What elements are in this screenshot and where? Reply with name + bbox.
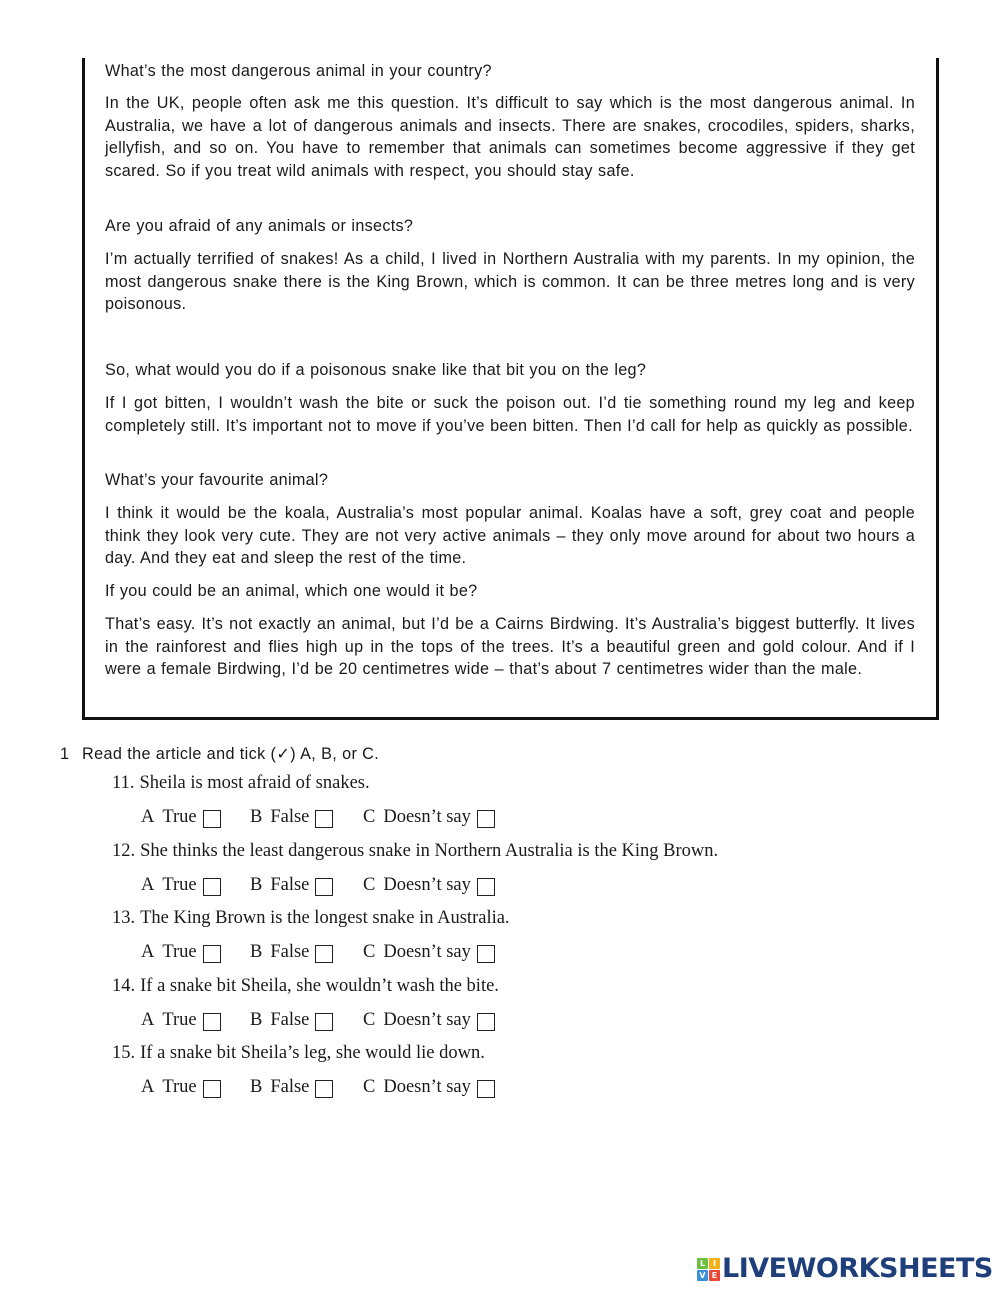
question-statement: If a snake bit Sheila, she wouldn’t wash the bite. <box>140 976 499 996</box>
option-label: True <box>162 1010 197 1030</box>
question-text: So, what would you do if a poisonous snake like that bit you on the leg? <box>105 361 647 379</box>
option-true[interactable] <box>141 1010 250 1031</box>
interview-question <box>105 580 915 603</box>
option-doesnt-say[interactable] <box>363 1010 495 1031</box>
question-number: 15. <box>112 1043 136 1063</box>
option-true[interactable] <box>141 807 250 828</box>
checkbox-false[interactable] <box>315 878 333 896</box>
logo-letter-v: V <box>697 1270 708 1281</box>
option-false[interactable] <box>250 1010 363 1031</box>
interview-answer <box>105 392 915 437</box>
question-number: 14. <box>112 976 136 996</box>
question-text: What’s the most dangerous animal in your country? <box>105 62 492 80</box>
checkbox-doesnt-say[interactable] <box>477 810 495 828</box>
answer-options <box>141 1010 495 1031</box>
option-label: True <box>162 1077 197 1097</box>
live-logo-icon <box>697 1258 720 1281</box>
option-letter: A <box>141 1010 155 1030</box>
interview-answer <box>105 248 915 316</box>
option-label: False <box>270 1077 310 1097</box>
answer-options <box>141 807 495 828</box>
question-statement: Sheila is most afraid of snakes. <box>139 773 370 793</box>
logo-letter-l: L <box>697 1258 708 1269</box>
option-letter: B <box>250 807 263 827</box>
interview-question <box>105 359 915 382</box>
checkbox-false[interactable] <box>315 945 333 963</box>
option-true[interactable] <box>141 942 250 963</box>
checkbox-false[interactable] <box>315 810 333 828</box>
answer-text: If I got bitten, I wouldn’t wash the bite or suck the poison out. I’d tie something round my leg and keep completely still. It’s important not to move if you’ve been bitten. Then I’d call for help as quickly as possible. <box>105 394 915 435</box>
question-item <box>112 976 499 997</box>
logo-letter-e: E <box>709 1270 720 1281</box>
logo-text: LIVEWORKSHEETS <box>722 1253 993 1284</box>
exercise-instruction <box>60 744 379 764</box>
option-label: True <box>162 807 197 827</box>
option-letter: A <box>141 875 155 895</box>
instruction-text: Read the article and tick (✓) A, B, or C. <box>82 745 380 763</box>
option-label: Doesn’t say <box>383 942 471 962</box>
option-letter: C <box>363 807 376 827</box>
question-number: 12. <box>112 841 136 861</box>
checkbox-true[interactable] <box>203 945 221 963</box>
exercise-number: 1 <box>60 745 70 763</box>
liveworksheets-logo <box>697 1255 993 1283</box>
answer-text: I think it would be the koala, Australia’s most popular animal. Koalas have a soft, grey coat and people think they look very cute. They are not very active animals – they only move around for about two hours a day. And they eat and sleep the rest of the time. <box>105 504 915 568</box>
option-label: Doesn’t say <box>383 875 471 895</box>
option-letter: A <box>141 1077 155 1097</box>
question-statement: The King Brown is the longest snake in Australia. <box>140 908 510 928</box>
question-item <box>112 773 370 794</box>
question-item <box>112 841 718 862</box>
interview-answer <box>105 92 915 183</box>
option-letter: B <box>250 875 263 895</box>
question-text: If you could be an animal, which one would it be? <box>105 582 478 600</box>
option-letter: B <box>250 1010 263 1030</box>
option-label: True <box>162 942 197 962</box>
option-label: False <box>270 807 310 827</box>
option-letter: C <box>363 1010 376 1030</box>
option-letter: A <box>141 807 155 827</box>
option-label: Doesn’t say <box>383 807 471 827</box>
option-label: True <box>162 875 197 895</box>
answer-options <box>141 942 495 963</box>
checkbox-true[interactable] <box>203 810 221 828</box>
option-true[interactable] <box>141 1077 250 1098</box>
answer-options <box>141 1077 495 1098</box>
option-letter: B <box>250 1077 263 1097</box>
checkbox-doesnt-say[interactable] <box>477 1013 495 1031</box>
checkbox-true[interactable] <box>203 1013 221 1031</box>
question-item <box>112 908 510 929</box>
option-false[interactable] <box>250 807 363 828</box>
question-text: Are you afraid of any animals or insects? <box>105 217 414 235</box>
option-true[interactable] <box>141 875 250 896</box>
answer-text: That’s easy. It’s not exactly an animal, but I’d be a Cairns Birdwing. It’s Australia’s biggest butterfly. It lives in the rainforest and flies high up in the tops of the trees. It’s a beautiful green and gold colour. And if I were a female Birdwing, I’d be 20 centimetres wide – that’s about 7 centimetres wider than the male. <box>105 615 915 679</box>
question-text: What’s your favourite animal? <box>105 471 329 489</box>
option-label: Doesn’t say <box>383 1010 471 1030</box>
interview-question <box>105 215 915 238</box>
option-letter: C <box>363 942 376 962</box>
option-label: Doesn’t say <box>383 1077 471 1097</box>
checkbox-doesnt-say[interactable] <box>477 878 495 896</box>
option-doesnt-say[interactable] <box>363 1077 495 1098</box>
option-false[interactable] <box>250 942 363 963</box>
option-doesnt-say[interactable] <box>363 807 495 828</box>
option-label: False <box>270 1010 310 1030</box>
interview-answer <box>105 502 915 570</box>
checkbox-true[interactable] <box>203 1080 221 1098</box>
interview-answer <box>105 613 915 681</box>
option-letter: C <box>363 1077 376 1097</box>
checkbox-true[interactable] <box>203 878 221 896</box>
question-statement: She thinks the least dangerous snake in Northern Australia is the King Brown. <box>140 841 719 861</box>
answer-options <box>141 875 495 896</box>
option-label: False <box>270 875 310 895</box>
checkbox-doesnt-say[interactable] <box>477 945 495 963</box>
question-number: 11. <box>112 773 135 793</box>
answer-text: I’m actually terrified of snakes! As a child, I lived in Northern Australia with my parents. In my opinion, the most dangerous snake there is the King Brown, which is common. It can be three metres long and is very poisonous. <box>105 250 915 314</box>
option-doesnt-say[interactable] <box>363 942 495 963</box>
question-item <box>112 1043 485 1064</box>
answer-text: In the UK, people often ask me this question. It’s difficult to say which is the most dangerous animal. In Australia, we have a lot of dangerous animals and insects. There are snakes, crocodiles, spiders, sharks, jellyfish, and so on. You have to remember that animals can sometimes become aggressive if they get scared. So if you treat wild animals with respect, you should stay safe. <box>105 94 915 181</box>
option-false[interactable] <box>250 1077 363 1098</box>
option-letter: C <box>363 875 376 895</box>
option-doesnt-say[interactable] <box>363 875 495 896</box>
logo-letter-i: I <box>709 1258 720 1269</box>
question-statement: If a snake bit Sheila’s leg, she would lie down. <box>140 1043 485 1063</box>
checkbox-false[interactable] <box>315 1080 333 1098</box>
option-letter: A <box>141 942 155 962</box>
option-letter: B <box>250 942 263 962</box>
checkbox-doesnt-say[interactable] <box>477 1080 495 1098</box>
option-label: False <box>270 942 310 962</box>
interview-question <box>105 60 915 83</box>
option-false[interactable] <box>250 875 363 896</box>
question-number: 13. <box>112 908 136 928</box>
checkbox-false[interactable] <box>315 1013 333 1031</box>
interview-question <box>105 469 915 492</box>
